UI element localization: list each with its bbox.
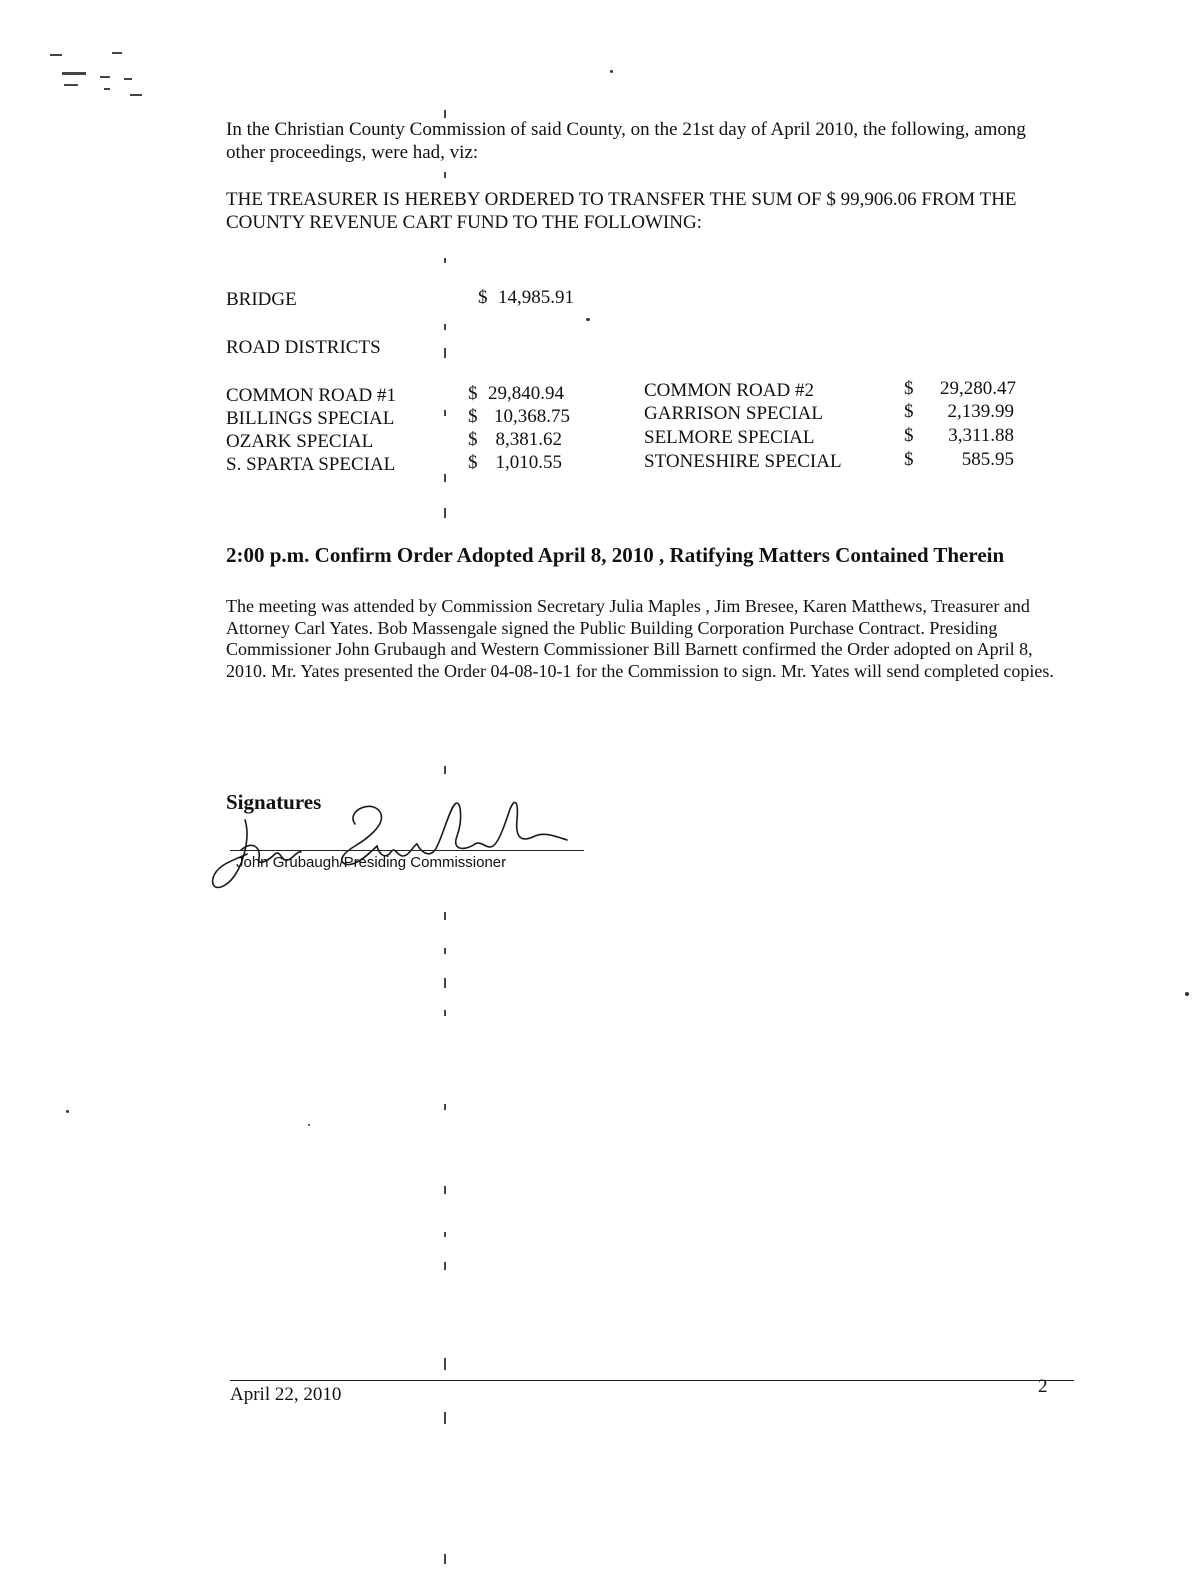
district-label: S. SPARTA SPECIAL [226, 454, 396, 475]
district-amount: 29,280.47 [940, 378, 1016, 399]
district-currency: $ [904, 401, 914, 422]
district-label: SELMORE SPECIAL [644, 427, 815, 448]
bridge-currency: $ [478, 287, 488, 308]
district-amount: 3,311.88 [948, 425, 1014, 446]
signer-name: John Grubaugh/Presiding Commissioner [236, 854, 507, 871]
district-currency: $ [468, 429, 478, 450]
page-number: 2 [1038, 1376, 1048, 1397]
footer-date: April 22, 2010 [230, 1384, 342, 1405]
district-currency: $ [468, 383, 478, 404]
district-label: COMMON ROAD #1 [226, 385, 396, 406]
district-label: COMMON ROAD #2 [644, 380, 814, 401]
district-currency: $ [468, 406, 478, 427]
section-heading: 2:00 p.m. Confirm Order Adopted April 8, 2010 , Ratifying Matters Contained Therein [226, 543, 1005, 567]
transfer-order-text: THE TREASURER IS HEREBY ORDERED TO TRANSFER THE SUM OF $ 99,906.06 FROM THE COUNTY REVENUE CART FUND TO THE FOLLOWING: [226, 189, 1017, 233]
district-currency: $ [904, 449, 914, 470]
signatures-title: Signatures [226, 790, 322, 814]
district-amount: 2,139.99 [947, 401, 1014, 422]
district-amount: 8,381.62 [495, 429, 562, 450]
district-amount: 10,368.75 [494, 406, 570, 427]
road-districts-label: ROAD DISTRICTS [226, 337, 381, 358]
district-label: BILLINGS SPECIAL [226, 408, 395, 429]
handwritten-signature [205, 780, 585, 900]
district-amount: 29,840.94 [488, 383, 564, 404]
district-label: STONESHIRE SPECIAL [644, 451, 842, 472]
bridge-amount: 14,985.91 [498, 287, 574, 308]
district-label: OZARK SPECIAL [226, 431, 374, 452]
bridge-label: BRIDGE [226, 289, 297, 310]
district-currency: $ [904, 378, 914, 399]
district-label: GARRISON SPECIAL [644, 403, 823, 424]
district-amount: 585.95 [961, 449, 1014, 470]
footer-rule [230, 1380, 1074, 1381]
signature-line [230, 850, 584, 851]
district-amount: 1,010.55 [495, 452, 562, 473]
meeting-paragraph: The meeting was attended by Commission Secretary Julia Maples , Jim Bresee, Karen Matthews, Treasurer and Attorney Carl Yates. Bob Massengale signed the Public Building Corporation Purchase Contract. Presiding Commissioner John Grubaugh and Western Commissioner Bill Barnett confirmed the Order adopted on April 8, 2010. Mr. Yates presented the Order 04-08-10-1 for the Commission to sign. Mr. Yates will send completed copies. [226, 596, 1054, 681]
district-currency: $ [904, 425, 914, 446]
district-currency: $ [468, 452, 478, 473]
intro-text: In the Christian County Commission of said County, on the 21st day of April 2010, the following, among other proceedings, were had, viz: [226, 119, 1026, 163]
